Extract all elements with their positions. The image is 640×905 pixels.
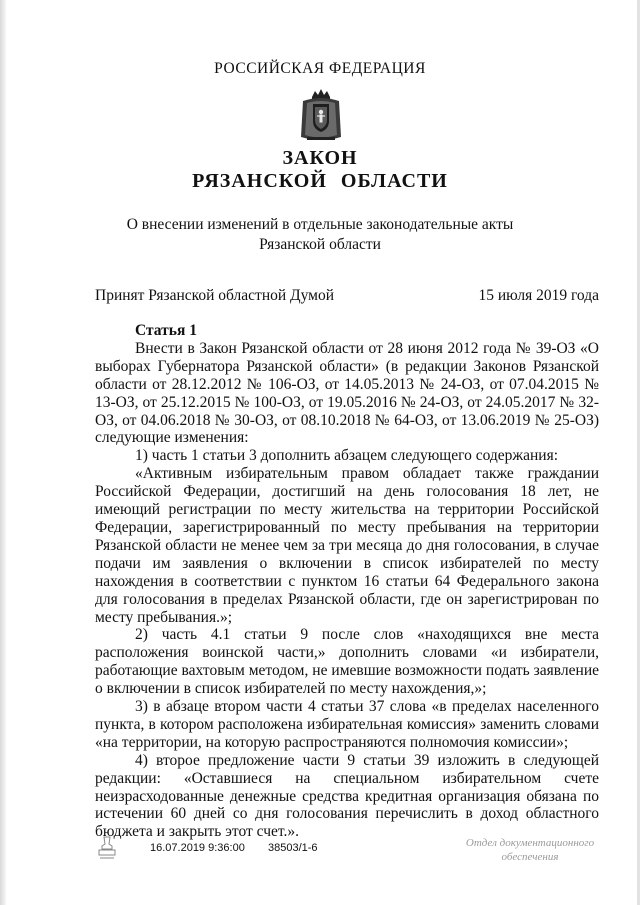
department-stamp xyxy=(455,836,605,864)
adoption-date: 15 июля 2019 года xyxy=(478,287,599,304)
region-title: РЯЗАНСКОЙ ОБЛАСТИ xyxy=(192,170,448,192)
paragraph-intro: Внести в Закон Рязанской области от 28 июня 2012 года № 39-ОЗ «О выборах Губернатора Рязанской области» (в редакции Законов Рязанской области от 28.12.2012 № 106-ОЗ, от 14.05.2013 № 24-ОЗ, от 07.04.2015 № 13-ОЗ, от 25.12.2015 № 100-ОЗ, от 19.05.2016 № 24-ОЗ, от 24.05.2017 № 32-ОЗ, от 04.06.2018 № 30-ОЗ, от 08.10.2018 № 64-ОЗ, от 13.06.2019 № 25-ОЗ) следующие изменения: xyxy=(95,339,599,447)
subject-line-2: Рязанской области xyxy=(259,236,381,253)
subject-line-1: О внесении изменений в отдельные законодательные акты xyxy=(126,216,514,233)
department-stamp-line-2: обеспечения xyxy=(501,851,559,863)
document-body xyxy=(95,322,599,841)
paragraph-item-3: 3) в абзаце втором части 4 статьи 37 слова «в пределах населенного пункта, в котором расположена избирательная комиссия» заменить словами «на территории, на которую распространяются полномочия комиссии»; xyxy=(95,698,599,751)
department-stamp-line-1: Отдел документационного xyxy=(465,837,595,849)
footer-timestamp: 16.07.2019 9:36:00 xyxy=(150,842,245,854)
footer-reg-number: 38503/1-6 xyxy=(268,842,318,854)
document-subject xyxy=(0,215,640,255)
stamp-icon xyxy=(97,835,117,861)
paragraph-item-4: 4) второе предложение части 9 статьи 39 изложить в следующей редакции: «Оставшиеся на специальном избирательном счете неизрасходованные денежные средства кредитная организация обязана по истечении 60 дней со дня голосования перечислить в доход областного бюджета и закрыть этот счет.». xyxy=(95,751,599,841)
paragraph-item-2: 2) часть 4.1 статьи 9 после слов «находящихся вне места расположения воинской части,» дополнить словами «и избиратели, работающие вахтовым методом, не имевшие возможности подать заявление о включении в список избирателей по месту нахождения,»; xyxy=(95,626,599,698)
paragraph-quote-1: «Активным избирательным правом обладает также граждании Российской Федерации, достигший на день голосования 18 лет, не имеющий регистрации по месту жительства на территории Российской Федерации, зарегистрированный по месту пребывания на территории Рязанской области не менее чем за три месяца до дня голосования, в случае подачи им заявления о включении в список избирателей по месту нахождения в соответствии с пунктом 16 статьи 64 Федерального закона для голосования в пределах Рязанской области, где он зарегистрирован по месту пребывания.»; xyxy=(95,465,599,626)
paragraph-item-1: 1) часть 1 статьи 3 дополнить абзацем следующего содержания: xyxy=(135,447,559,465)
coat-of-arms-icon xyxy=(297,87,345,143)
article-heading: Статья 1 xyxy=(135,322,197,339)
law-title: ЗАКОН xyxy=(282,147,358,169)
scan-edge-left xyxy=(0,0,6,905)
adopted-by: Принят Рязанской областной Думой xyxy=(95,287,335,304)
country-heading: РОССИЙСКАЯ ФЕДЕРАЦИЯ xyxy=(214,60,426,77)
